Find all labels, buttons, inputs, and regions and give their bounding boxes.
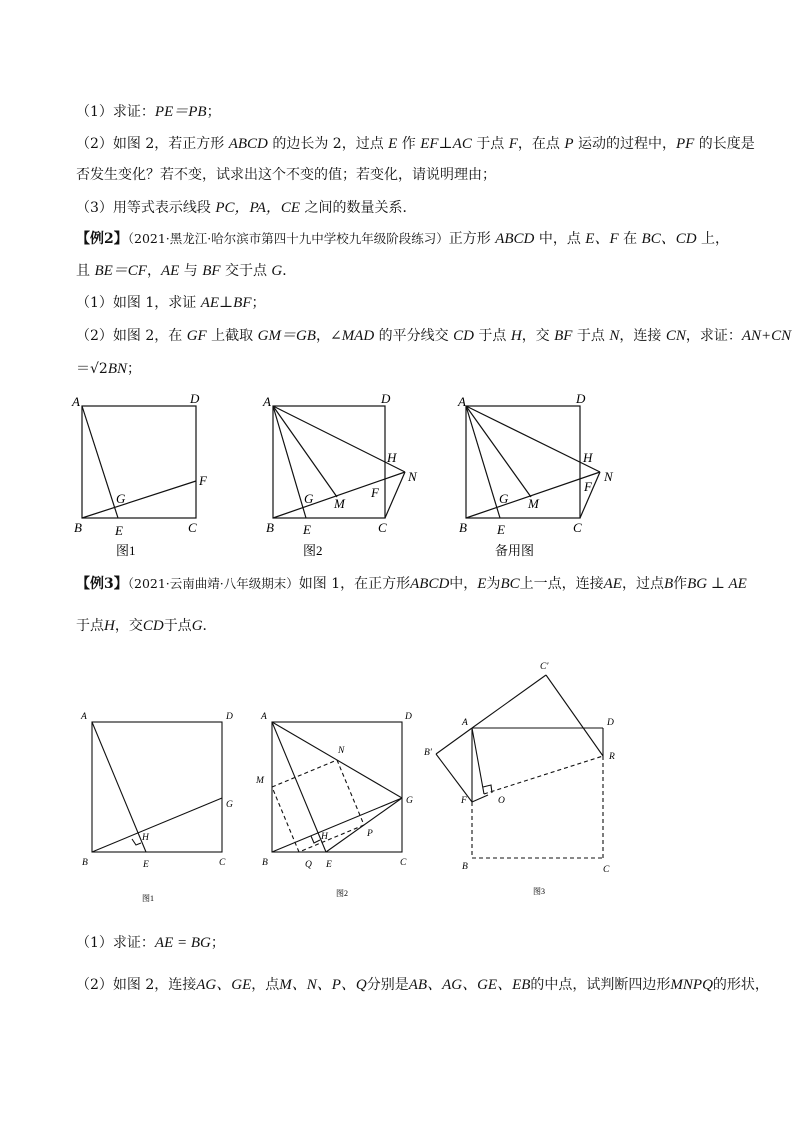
fig1-label-f: F: [199, 473, 207, 488]
row2-fig3-label-o: O: [498, 796, 505, 806]
fig2-label-b: B: [266, 520, 274, 535]
row2-fig2-label-a: A: [261, 712, 267, 722]
question-3-line: （3）用等式表示线段 PC，PA，CE 之间的数量关系．: [76, 200, 417, 216]
row2-fig2-segment-np: [337, 760, 364, 825]
row2-fig2-label-g: G: [406, 796, 413, 806]
spare-label-h: H: [583, 450, 593, 465]
row2-fig2-label-m: M: [256, 776, 264, 786]
row2-fig3-label-c1: C′: [540, 662, 549, 672]
question-2-line-2: 否发生变化？若不变，试求出这个不变的值；若变化，请说明理由；: [76, 167, 496, 183]
row2-fig3-label-a: A: [462, 718, 468, 728]
row2-fig3-label-b: B: [462, 862, 468, 872]
q1-equation: PE＝PB: [154, 104, 207, 120]
row2-fig1-label-g: G: [226, 800, 233, 810]
spare-label-f: F: [584, 479, 592, 494]
row2-fig1-right-angle: [132, 839, 141, 845]
row2-fig3-label-r: R: [609, 752, 615, 762]
spare-label-c: C: [573, 520, 582, 535]
row2-fig2-label-b: B: [262, 858, 268, 868]
fig1-label-c: C: [188, 520, 197, 535]
fig1-square: [82, 406, 196, 518]
example-2-part-1: （1）如图 1，求证 AE⊥BF；: [76, 295, 266, 311]
fig1-segment-ae: [82, 406, 118, 518]
row2-fig1-label-c: C: [219, 858, 226, 868]
spare-label-n: N: [604, 469, 613, 484]
row2-fig3-segment-ao: [472, 728, 484, 794]
row2-fig2-segment-qm: [272, 787, 299, 852]
question-2-line-1: （2）如图 2，若正方形 ABCD 的边长为 2，过点 E 作 EF⊥AC 于点 F，在点 P 运动的过程中，PF 的长度是: [76, 136, 755, 152]
row2-fig2-label-c: C: [400, 858, 407, 868]
fig2-label-f: F: [371, 485, 379, 500]
row2-fig1-label-a: A: [81, 712, 87, 722]
fig1-caption: 图1: [116, 543, 136, 558]
spare-label-e: E: [497, 522, 505, 537]
row2-fig3-segment-b1f: [436, 754, 472, 802]
q1-punct: ；: [206, 104, 221, 120]
row2-fig2-segment-mn: [272, 760, 337, 787]
fig1-label-a: A: [72, 394, 80, 409]
example-2-tag: 【例2】: [76, 231, 128, 247]
spare-label-m: M: [528, 496, 539, 511]
row2-fig3-segment-or: [484, 756, 603, 794]
row2-fig2-label-n: N: [338, 746, 345, 756]
fig2-label-c: C: [378, 520, 387, 535]
example-3-part-1: （1）求证：AE = BG；: [76, 935, 225, 951]
fig2-label-g: G: [304, 491, 314, 506]
fig1-label-e: E: [115, 523, 123, 538]
fig2-label-m: M: [334, 496, 345, 511]
example-2-part-2-line-1: （2）如图 2，在 GF 上截取 GM＝GB，∠MAD 的平分线交 CD 于点 H，交 BF 于点 N，连接 CN，求证：AN+CN: [76, 328, 792, 344]
fig2-segment-am: [273, 406, 337, 497]
row2-fig3-label-d: D: [607, 718, 614, 728]
example-2-source: （2021·黑龙江·哈尔滨市第四十九中学校九年级阶段练习）: [127, 231, 449, 246]
row2-fig2-label-e: E: [326, 860, 332, 870]
row2-fig1-label-d: D: [226, 712, 233, 722]
row2-fig3-caption: 图3: [533, 887, 545, 896]
example-3-source: （2021·云南曲靖·八年级期末）: [127, 576, 299, 591]
row2-fig2-label-q: Q: [305, 860, 312, 870]
spare-segment-am: [466, 406, 531, 497]
row2-fig3-label-b1: B′: [424, 748, 432, 758]
row2-fig3-segment-fo: [472, 795, 488, 802]
example-3-line-2: 于点H，交CD于点G．: [76, 618, 217, 634]
row2-fig3-segment-ab1: [436, 728, 472, 754]
fig2-segment-ae: [273, 406, 306, 518]
row2-fig3-label-c: C: [603, 865, 610, 875]
spare-segment-ae: [466, 406, 500, 518]
row2-fig2-label-h: H: [321, 832, 328, 842]
row2-fig2-caption: 图2: [336, 889, 348, 898]
row2-fig1-segment-bg: [92, 798, 222, 852]
example-2-line-1: 【例2】（2021·黑龙江·哈尔滨市第四十九中学校九年级阶段练习）正方形 ABCD 中，点 E、F 在 BC、CD 上，: [76, 231, 729, 247]
q1-prefix: （1）求证：: [76, 104, 155, 120]
row2-fig1-label-h: H: [142, 833, 149, 843]
row2-fig2-label-p: P: [367, 829, 373, 839]
example-2-part-2-line-2: ＝√2BN；: [76, 361, 141, 377]
spare-label-b: B: [459, 520, 467, 535]
row2-fig1-caption: 图1: [142, 894, 154, 903]
example-3-part-2: （2）如图 2，连接AG、GE，点M、N、P、Q分别是AB、AG、GE、EB的中点，试判断四边形MNPQ的形状，: [76, 977, 769, 993]
sqrt-symbol: √2: [90, 361, 108, 377]
example-3-tag: 【例3】: [76, 576, 128, 592]
row2-fig1-label-b: B: [82, 858, 88, 868]
fig2-caption: 图2: [303, 543, 323, 558]
row2-fig2-label-d: D: [405, 712, 412, 722]
row2-fig1-square: [92, 722, 222, 852]
spare-label-g: G: [499, 491, 509, 506]
row2-fig1-label-e: E: [143, 860, 149, 870]
fig2-label-e: E: [303, 522, 311, 537]
fig2-label-a: A: [263, 394, 271, 409]
row2-fig2-right-angle: [311, 836, 320, 843]
example-2-line-2: 且 BE＝CF，AE 与 BF 交于点 G．: [76, 263, 297, 279]
row2-fig3-segment-c1r: [546, 675, 603, 756]
fig1-label-g: G: [116, 491, 126, 506]
fig2-label-d: D: [381, 391, 391, 406]
fig2-segment-cn: [385, 472, 405, 518]
row2-fig3-segment-ac1: [472, 675, 546, 728]
fig2-label-n: N: [408, 469, 417, 484]
spare-caption: 备用图: [495, 543, 535, 558]
fig2-label-h: H: [387, 450, 397, 465]
spare-label-d: D: [576, 391, 586, 406]
fig1-label-d: D: [190, 391, 200, 406]
row2-fig3-label-f: F: [461, 796, 467, 806]
example-3-line-1: 【例3】（2021·云南曲靖·八年级期末）如图 1，在正方形ABCD中，E为BC上一点，连接AE，过点B作BG ⊥ AE: [76, 576, 747, 592]
fig1-label-b: B: [74, 520, 82, 535]
fig1-segment-bf: [82, 481, 196, 518]
spare-label-a: A: [458, 394, 466, 409]
